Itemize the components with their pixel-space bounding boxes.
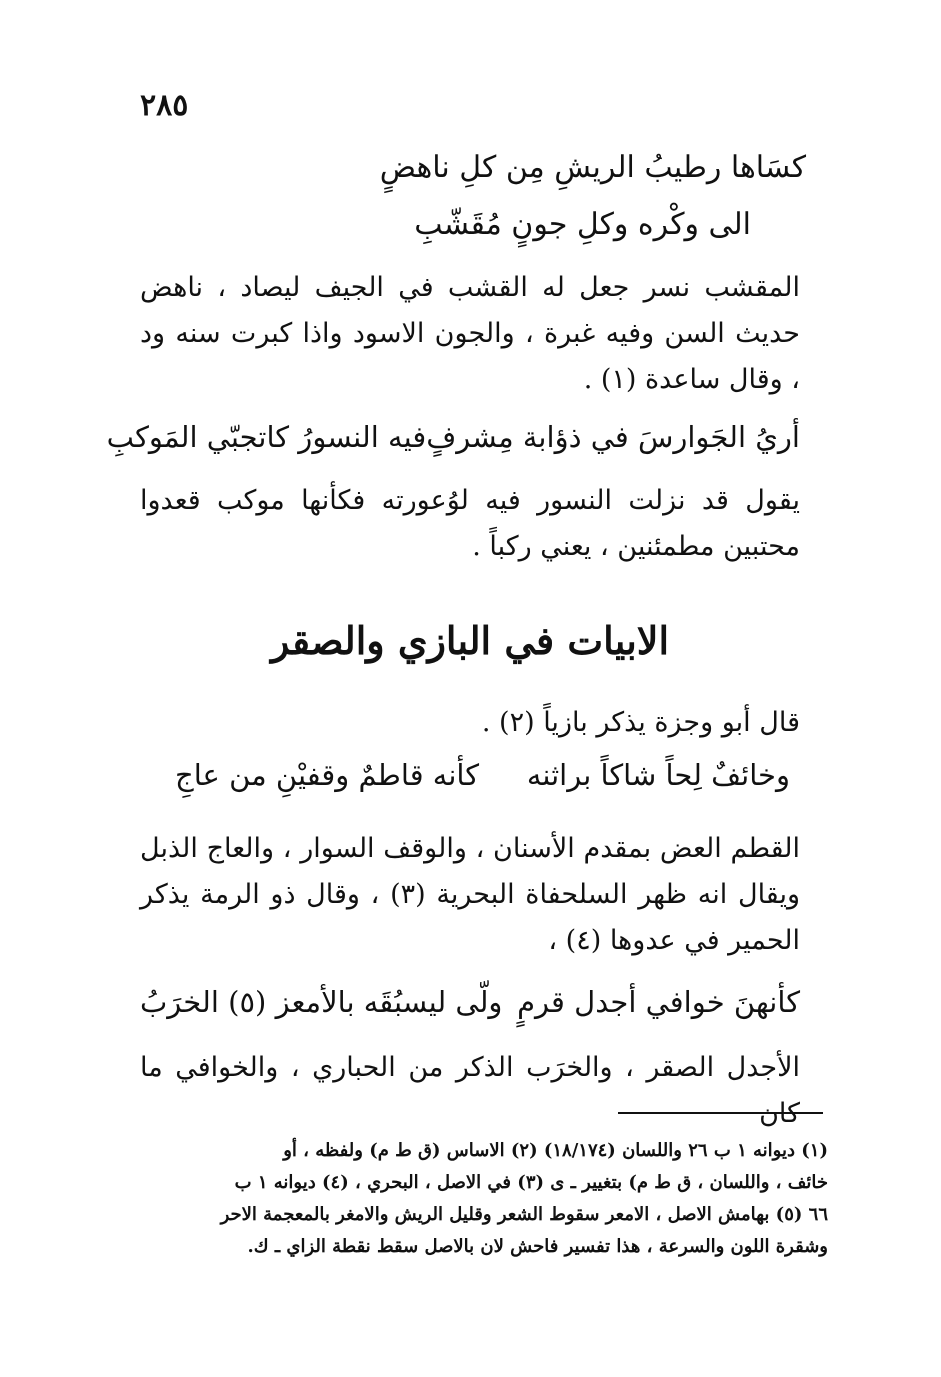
footnote-separator	[618, 1112, 823, 1114]
commentary-paragraph-3: القطم العض بمقدم الأسنان ، والوقف السوار ، والعاج الذبل ويقال انه ظهر السلحفاة البحرية (٣) ، وقال ذو الرمة يذكر الحمير في عدوها (٤) ،	[140, 833, 801, 956]
page-number: ٢٨٥	[140, 88, 189, 123]
intro-line: قال أبو وجزة يذكر بازياً (٢) .	[481, 707, 800, 738]
commentary-paragraph-2: يقول قد نزلت النسور فيه لوُعورته فكأنها موكب قعدوا محتبين مطمئنين ، يعني ركباً .	[140, 485, 800, 562]
commentary-paragraph-4: الأجدل الصقر ، والخرَب الذكر من الحباري ، والخوافي ما كان	[140, 1052, 800, 1129]
commentary-paragraph-1: المقشب نسر جعل له القشب في الجيف ليصاد ، ناهض حديث السن وفيه غبرة ، والجون الاسود واذا كبرت سنه ود ، وقال ساعدة (١) .	[140, 272, 800, 395]
verse-2-first-hemistich: أريُ الجَوارسَ في ذؤابة مِشرفٍ	[426, 420, 800, 454]
verse-4-first-hemistich: كأنهنَ خوافي أجدل قرمٍ	[517, 985, 800, 1019]
verse-2-second-hemistich: فيه النسورُ كاتجبّي المَوكبِ	[106, 420, 427, 454]
verse-2	[106, 420, 800, 454]
verse-4-second-hemistich: ولّى ليسبُقَه بالأمعز (٥) الخرَبُ	[140, 985, 503, 1019]
footnote-line: خائف ، واللسان ، ق ط م) بتغيير ـ ى (٣) في الاصل ، البحري ، (٤) ديوانه ١ ب	[234, 1172, 828, 1193]
verse-3-second-hemistich: كأنه قاطمٌ وقفيْنِ من عاجِ	[175, 758, 480, 792]
footnote-line: وشقرة اللون والسرعة ، هذا تفسير فاحش لان بالاصل سقط نقطة الزاي ـ ك.	[247, 1236, 828, 1257]
verse-3-first-hemistich: وخائفٌ لِحاً شاكاً براثنه	[526, 758, 790, 792]
footnote-line: ٦٦ (٥) بهامش الاصل ، الامعر سقوط الشعر وقليل الريش والامغر بالمعجمة الاحر	[220, 1204, 828, 1225]
verse-1-line-1: كسَاها رطيبُ الريشِ مِن كلِ ناهضٍ	[379, 150, 806, 185]
footnote-line: (١) ديوانه ١ ب ٢٦ واللسان (١٨/١٧٤) (٢) الاساس (ق ط م) ولفظه ، أو	[283, 1140, 828, 1161]
verse-4	[140, 985, 800, 1019]
verse-3	[175, 758, 790, 792]
footnotes	[140, 1135, 828, 1263]
verse-1-line-2: الى وكْره وكلِ جونٍ مُقَشّبِ	[414, 207, 751, 242]
section-heading: الابيات في البازي والصقر	[270, 618, 670, 663]
